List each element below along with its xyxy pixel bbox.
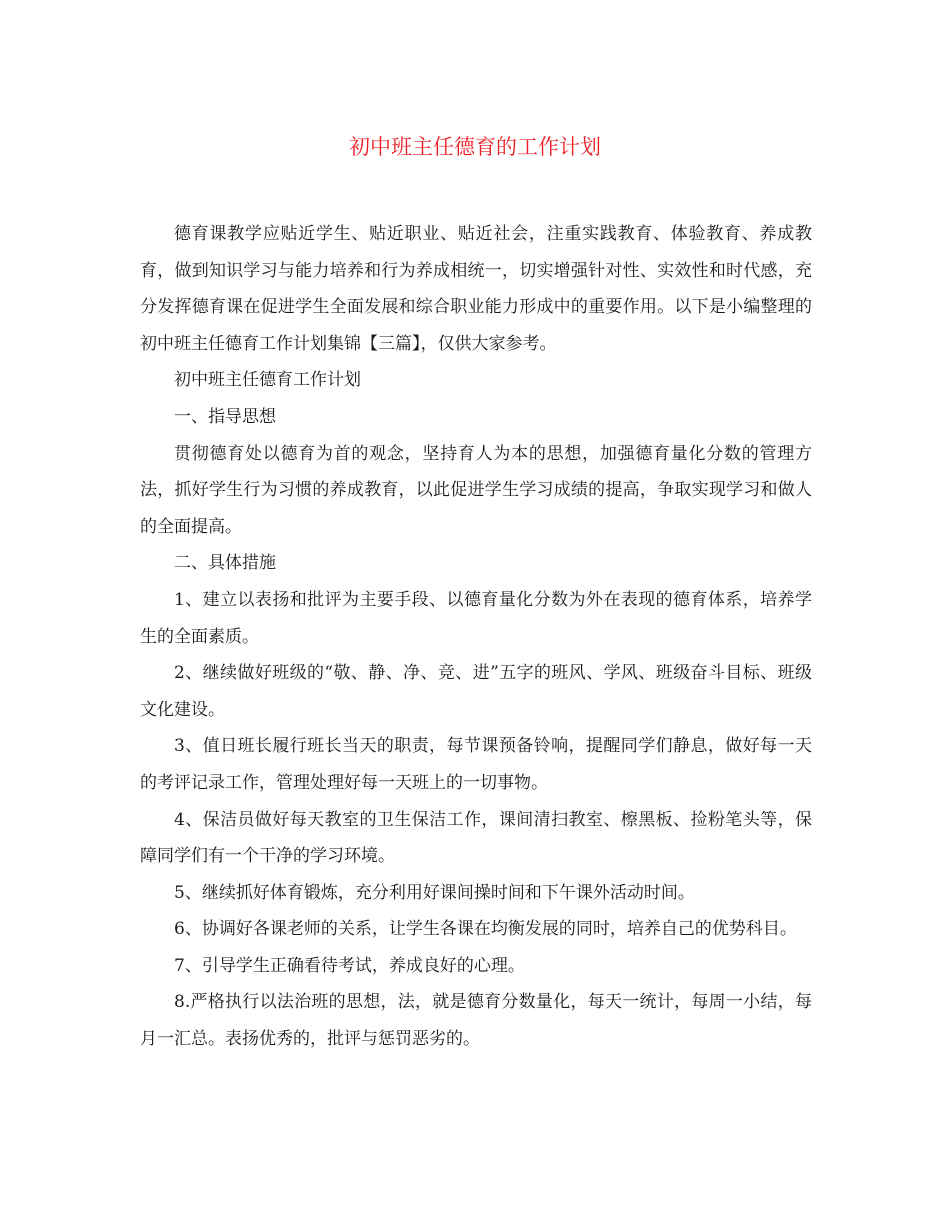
paragraph-heading-plan: 初中班主任德育工作计划 bbox=[174, 370, 361, 391]
paragraph-guiding-ideology: 贯彻德育处以德育为首的观念，坚持育人为本的思想，加强德育量化分数的管理方法，抓好学生行为习惯的养成教育，以此促进学生学习成绩的提高，争取实现学习和做人的全面提高。 bbox=[140, 443, 812, 537]
paragraph-section-1-heading: 一、指导思想 bbox=[174, 406, 276, 427]
paragraph-intro: 德育课教学应贴近学生、贴近职业、贴近社会，注重实践教育、体验教育、养成教育，做到知识学习与能力培养和行为养成相统一，切实增强针对性、实效性和时代感，充分发挥德育课在促进学生全面发展和综合职业能力形成中的重要作用。以下是小编整理的初中班主任德育工作计划集锦【三篇】，仅供大家参考。 bbox=[140, 224, 812, 354]
paragraph-measure-6: 6、协调好各课老师的关系，让学生各课在均衡发展的同时，培养自己的优势科目。 bbox=[174, 919, 797, 940]
paragraph-measure-1: 1、建立以表扬和批评为主要手段、以德育量化分数为外在表现的德育体系，培养学生的全面素质。 bbox=[140, 589, 812, 647]
paragraph-measure-7: 7、引导学生正确看待考试，养成良好的心理。 bbox=[174, 955, 525, 976]
document-title: 初中班主任德育的工作计划 bbox=[349, 135, 601, 159]
paragraph-measure-3: 3、值日班长履行班长当天的职责，每节课预备铃响，提醒同学们静息，做好每一天的考评记录工作，管理处理好每一天班上的一切事物。 bbox=[140, 736, 812, 793]
paragraph-measure-4: 4、保洁员做好每天教室的卫生保洁工作，课间清扫教室、檫黑板、捡粉笔头等，保障同学们有一个干净的学习环境。 bbox=[140, 809, 812, 867]
paragraph-measure-5: 5、继续抓好体育锻炼，充分利用好课间操时间和下午课外活动时间。 bbox=[174, 882, 695, 903]
document-body bbox=[140, 216, 812, 1058]
paragraph-section-2-heading: 二、具体措施 bbox=[174, 553, 276, 574]
paragraph-measure-8: 8.严格执行以法治班的思想，法，就是德育分数量化，每天一统计，每周一小结，每月一汇总。表扬优秀的，批评与惩罚恶劣的。 bbox=[140, 992, 812, 1050]
paragraph-measure-2: 2、继续做好班级的“敬、静、净、竞、进”五字的班风、学风、班级奋斗目标、班级文化建设。 bbox=[140, 663, 812, 720]
